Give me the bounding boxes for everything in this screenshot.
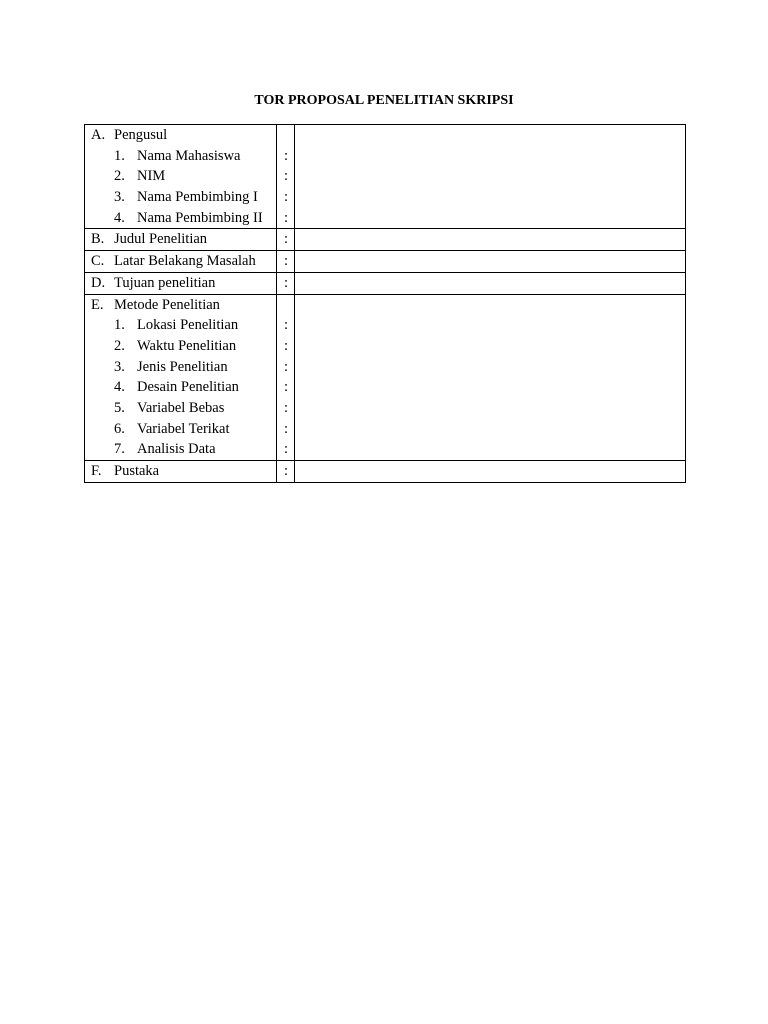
section-e-value-cell[interactable] xyxy=(295,294,686,461)
section-c-label-cell: C. Latar Belakang Masalah xyxy=(85,251,277,273)
section-c-row xyxy=(85,251,686,273)
section-a-row xyxy=(85,125,686,229)
section-b-colon-cell xyxy=(277,229,295,251)
colon-mark: : xyxy=(284,420,289,437)
section-e-item-7: 7. Analisis Data xyxy=(114,441,216,458)
section-b-value-cell[interactable] xyxy=(295,229,686,251)
document-title: TOR PROPOSAL PENELITIAN SKRIPSI xyxy=(254,93,514,108)
section-e-heading: E. Metode Penelitian xyxy=(91,296,220,313)
colon-mark: : xyxy=(284,231,289,248)
section-c-colon-cell xyxy=(277,251,295,273)
colon-mark: : xyxy=(284,253,289,270)
colon-mark: : xyxy=(284,358,289,375)
section-d-row xyxy=(85,272,686,294)
colon-mark: : xyxy=(284,399,289,416)
section-e-item-1: 1. Lokasi Penelitian xyxy=(114,317,239,334)
section-a-label-cell xyxy=(85,125,277,229)
section-f-label-cell: F. Pustaka xyxy=(85,461,277,483)
section-a-item-4: 4. Nama Pembimbing II xyxy=(114,209,263,226)
colon-mark: : xyxy=(284,379,289,396)
section-d-colon-cell xyxy=(277,272,295,294)
section-e-item-5: 5. Variabel Bebas xyxy=(114,399,225,416)
section-e-row xyxy=(85,294,686,461)
colon-mark: : xyxy=(284,274,289,291)
colon-mark: : xyxy=(284,317,289,334)
section-e-label-cell xyxy=(85,294,277,461)
colon-mark: : xyxy=(284,189,289,206)
section-b-row xyxy=(85,229,686,251)
section-c-value-cell[interactable] xyxy=(295,251,686,273)
section-e-colon-cell xyxy=(277,294,295,461)
colon-mark: : xyxy=(284,463,289,479)
proposal-form-table xyxy=(84,124,686,483)
section-e-item-3: 3. Jenis Penelitian xyxy=(114,358,228,375)
section-a-item-3: 3. Nama Pembimbing I xyxy=(114,189,258,206)
section-a-heading: A. Pengusul xyxy=(91,127,168,143)
section-f-colon-cell xyxy=(277,461,295,483)
colon-mark: : xyxy=(284,147,289,164)
section-e-item-2: 2. Waktu Penelitian xyxy=(114,337,237,354)
colon-mark: : xyxy=(284,209,289,226)
section-f-row xyxy=(85,461,686,483)
section-a-colon-cell xyxy=(277,125,295,229)
section-f-value-cell[interactable] xyxy=(295,461,686,483)
section-b-label-cell: B. Judul Penelitian xyxy=(85,229,277,251)
section-a-item-2: 2. NIM xyxy=(114,168,166,185)
colon-mark: : xyxy=(284,441,289,458)
section-d-label-cell: D. Tujuan penelitian xyxy=(85,272,277,294)
section-d-value-cell[interactable] xyxy=(295,272,686,294)
colon-mark: : xyxy=(284,337,289,354)
section-e-item-6: 6. Variabel Terikat xyxy=(114,420,230,437)
section-e-item-4: 4. Desain Penelitian xyxy=(114,379,239,396)
section-a-item-1: 1. Nama Mahasiswa xyxy=(114,147,241,164)
section-a-value-cell[interactable] xyxy=(295,125,686,229)
colon-mark: : xyxy=(284,168,289,185)
